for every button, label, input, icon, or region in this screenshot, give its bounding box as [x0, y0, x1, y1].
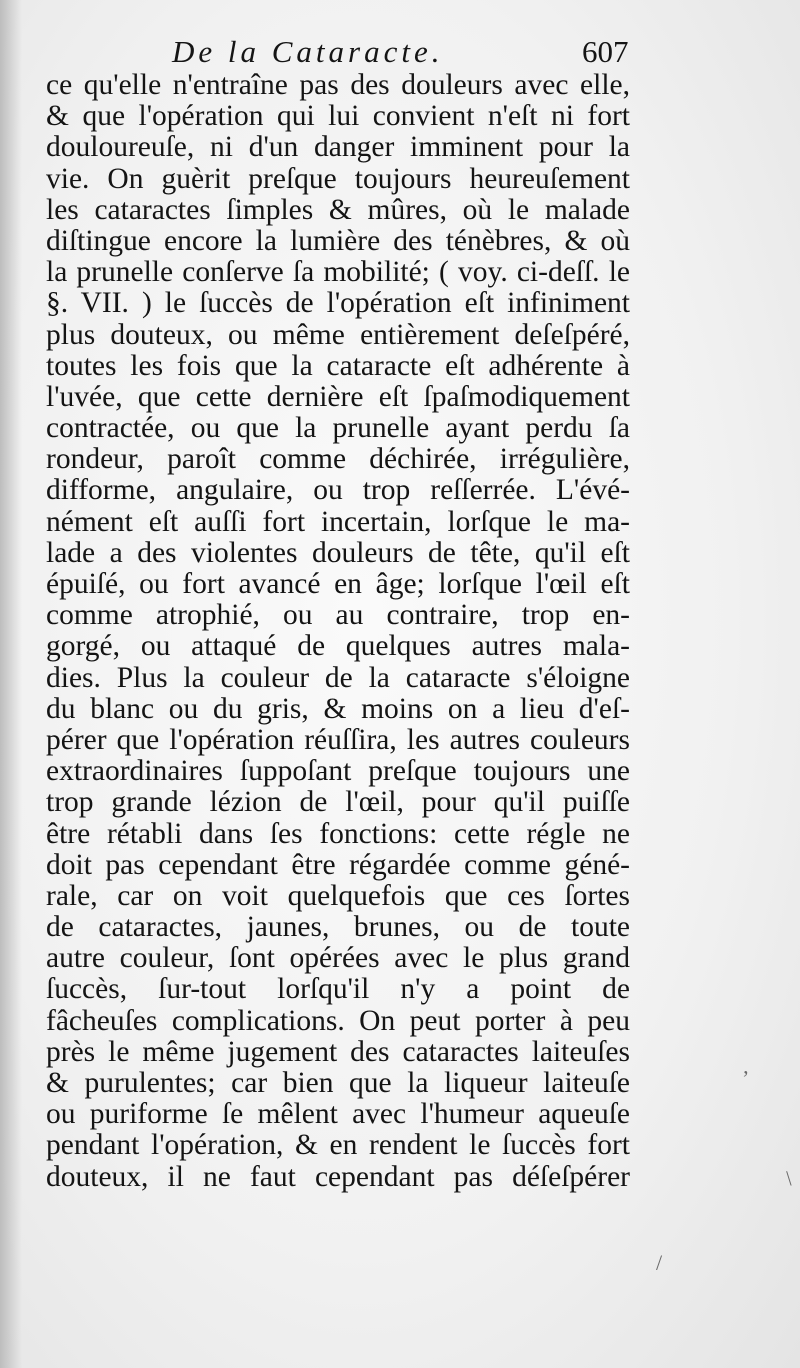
body-text	[46, 70, 630, 1193]
text-line: douloureuſe, ni d'un danger imminent pour la	[46, 131, 630, 164]
running-head	[0, 34, 800, 74]
text-line: fâcheuſes complications. On peut porter à peu	[46, 1004, 630, 1037]
text-line: les cataractes ſimples & mûres, où le malade	[46, 193, 630, 226]
text-line: doit pas cependant être régardée comme géné-	[46, 848, 630, 881]
text-line: dies. Plus la couleur de la cataracte s'éloigne	[46, 661, 630, 694]
text-line: l'uvée, que cette dernière eſt ſpaſmodiquement	[46, 380, 630, 413]
text-line: diſtingue encore la lumière des ténèbres, & où	[46, 224, 630, 257]
text-line: gorgé, ou attaqué de quelques autres mala-	[46, 630, 630, 663]
margin-speck: ʼ	[742, 1066, 750, 1091]
gutter-shadow	[0, 0, 22, 1368]
text-line: & purulentes; car bien que la liqueur laiteuſe	[46, 1067, 630, 1099]
text-line: nément eſt auſſi fort incertain, lorſque le ma-	[46, 505, 630, 538]
running-head-title: De la Cataracte.	[172, 34, 444, 69]
text-line: vie. On guèrit preſque toujours heureuſement	[46, 162, 630, 195]
text-line: du blanc ou du gris, & moins on a lieu d'eſ-	[46, 692, 630, 725]
text-line: comme atrophié, ou au contraire, trop en-	[46, 599, 630, 632]
text-line: pérer que l'opération réuſſira, les autres couleurs	[46, 723, 630, 756]
text-line: de cataractes, jaunes, brunes, ou de toute	[46, 911, 630, 944]
text-line: difforme, angulaire, ou trop reſſerrée. L'évé-	[46, 474, 630, 507]
text-line: la prunelle conſerve ſa mobilité; ( voy. ci-deſſ. le	[46, 256, 630, 289]
text-line: ſuccès, ſur-tout lorſqu'il n'y a point de	[46, 973, 630, 1006]
text-line: ou puriforme ſe mêlent avec l'humeur aqueuſe	[46, 1098, 630, 1131]
text-line: rale, car on voit quelquefois que ces ſortes	[46, 879, 630, 912]
text-line: être rétabli dans ſes fonctions: cette régle ne	[46, 817, 630, 850]
text-line: lade a des violentes douleurs de tête, qu'il eſt	[46, 536, 630, 569]
margin-speck: /	[656, 1250, 663, 1275]
text-line: plus douteux, ou même entièrement deſeſpéré,	[46, 318, 630, 351]
text-line: trop grande lézion de l'œil, pour qu'il puiſſe	[46, 786, 630, 819]
text-line: près le même jugement des cataractes laiteuſes	[46, 1035, 630, 1068]
text-line: contractée, ou que la prunelle ayant perdu ſa	[46, 412, 630, 445]
text-line: extraordinaires ſuppoſant preſque toujours une	[46, 755, 630, 788]
text-line: ce qu'elle n'entraîne pas des douleurs avec elle,	[46, 69, 630, 101]
text-line: autre couleur, ſont opérées avec le plus grand	[46, 942, 630, 975]
text-line: épuiſé, ou fort avancé en âge; lorſque l'œil eſt	[46, 568, 630, 600]
text-line: & que l'opération qui lui convient n'eſt ni fort	[46, 100, 630, 133]
text-line: toutes les fois que la cataracte eſt adhérente à	[46, 349, 630, 382]
text-line: rondeur, paroît comme déchirée, irrégulière,	[46, 443, 630, 476]
text-line: douteux, il ne faut cependant pas déſeſpérer	[46, 1160, 630, 1193]
page-number: 607	[582, 34, 629, 69]
text-line: pendant l'opération, & en rendent le ſuccès fort	[46, 1129, 630, 1162]
text-line: §. VII. ) le ſuccès de l'opération eſt infiniment	[46, 287, 630, 320]
margin-speck: ﹨	[778, 1164, 800, 1189]
